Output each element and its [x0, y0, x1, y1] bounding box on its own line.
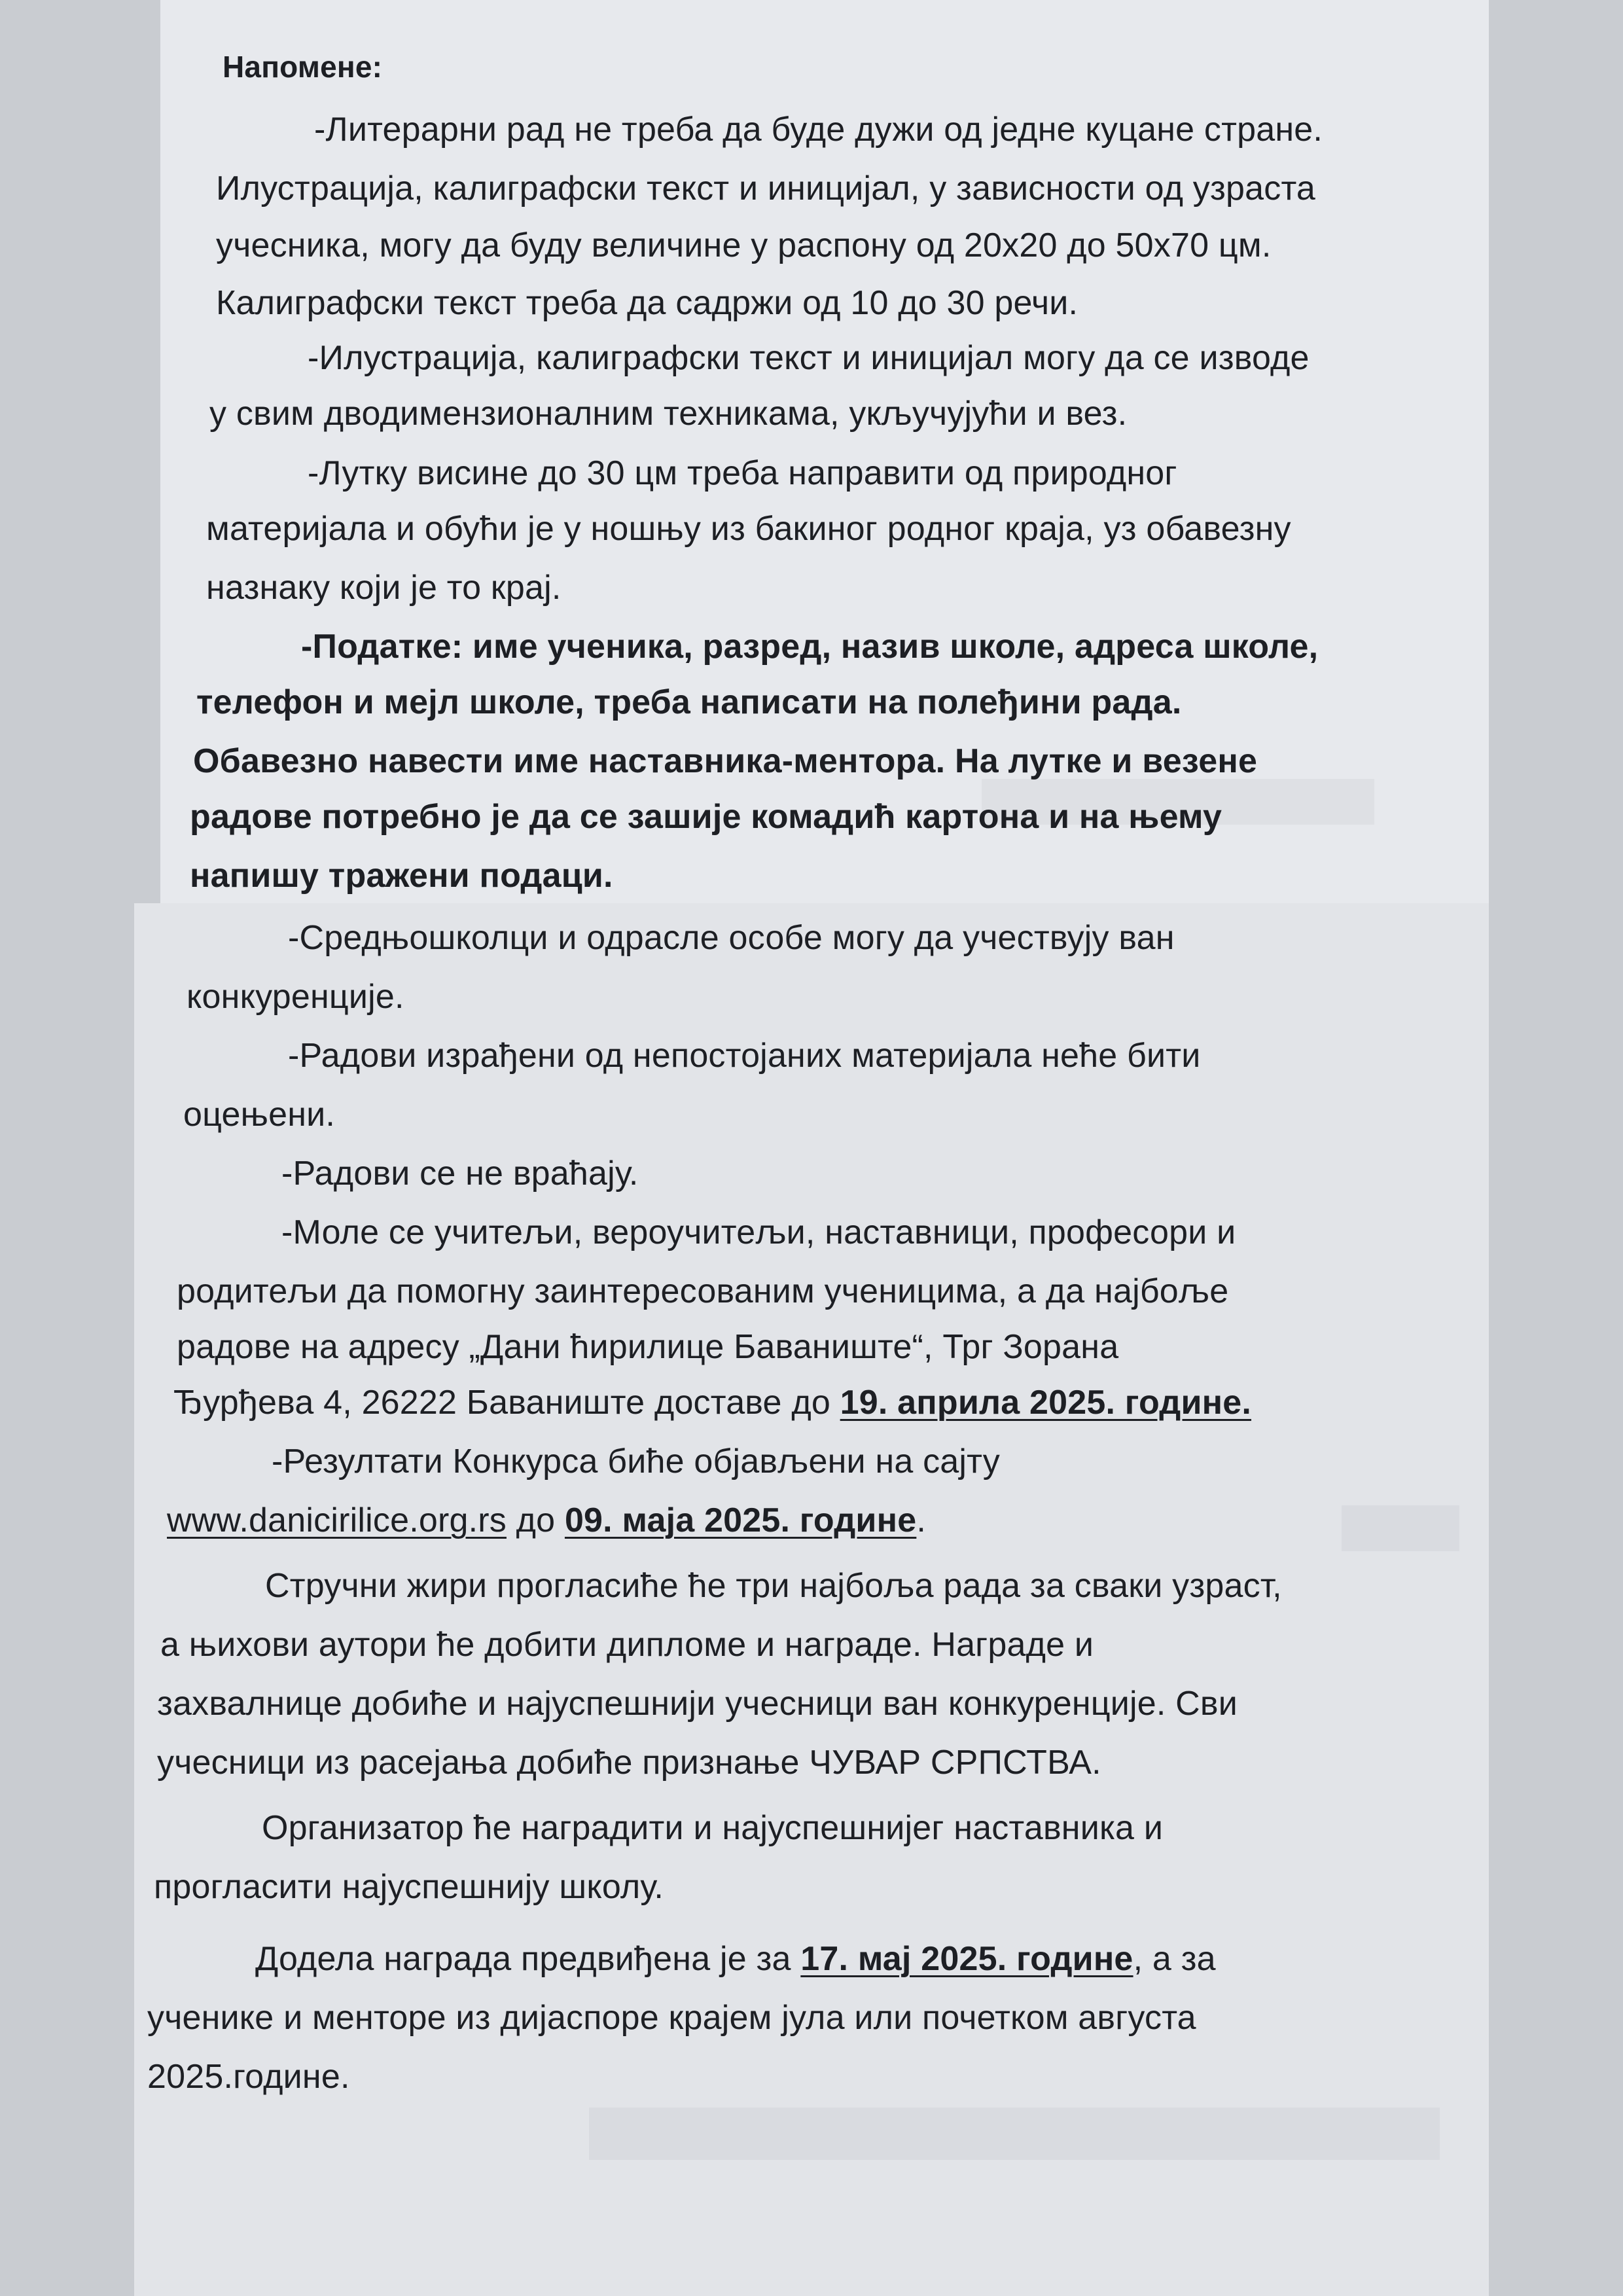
document-line: -Литерарни рад не треба да буде дужи од једне куцане стране.: [314, 111, 1323, 149]
document-line: Организатор ће наградити и најуспешнијег наставника и: [262, 1809, 1164, 1847]
document-line: -Моле се учитељи, вероучитељи, наставници, професори и: [281, 1213, 1236, 1251]
website-link[interactable]: www.danicirilice.org.rs: [167, 1501, 507, 1539]
document-line: радове на адресу „Дани ћирилице Баваниште“, Трг Зорана: [177, 1328, 1119, 1366]
document-line: Калиграфски текст треба да садржи од 10 до 30 речи.: [216, 284, 1079, 322]
results-text: до: [506, 1501, 565, 1539]
award-text-tail: , а за: [1133, 1940, 1216, 1978]
document-line: учесници из расејања добиће признање ЧУВАР СРПСТВА.: [157, 1744, 1101, 1782]
document-line: оцењени.: [183, 1096, 336, 1134]
document-line: ученике и менторе из дијаспоре крајем јула или почетком августа: [147, 1999, 1196, 2037]
results-line: [167, 1501, 926, 1540]
document-line: у свим дводимензионалним техникама, укључујући и вез.: [209, 395, 1128, 433]
document-line: захвалнице добиће и најуспешнији учесници ван конкуренције. Сви: [157, 1685, 1238, 1723]
document-line: -Средњошколци и одрасле особе могу да учествују ван: [288, 919, 1175, 957]
document-line: -Илустрација, калиграфски текст и иницијал могу да се изводе: [308, 339, 1310, 377]
bleed-through-shadow: [589, 2108, 1440, 2160]
document-line: -Резултати Конкурса биће објављени на сајту: [272, 1443, 1000, 1480]
document-line: 2025.године.: [147, 2058, 350, 2096]
document-line: -Радови израђени од непостојаних материјала неће бити: [288, 1037, 1201, 1075]
document-line: -Радови се не враћају.: [281, 1155, 639, 1193]
document-line: Илустрација, калиграфски текст и иницијал, у зависности од узраста: [216, 170, 1316, 207]
notes-heading: Напомене:: [223, 50, 383, 84]
document-line: родитељи да помогну заинтересованим ученицима, а да најбоље: [177, 1272, 1229, 1310]
results-date: 09. маја 2025. године: [564, 1501, 917, 1539]
award-text: Додела награда предвиђена је за: [255, 1940, 801, 1978]
delivery-deadline-date: 19. априла 2025. године.: [840, 1384, 1252, 1422]
document-line: учесника, могу да буду величине у распону од 20x20 до 50x70 цм.: [216, 226, 1272, 264]
document-line-bold: радове потребно је да се зашије комадић картона и на њему: [190, 798, 1222, 836]
bleed-through-shadow: [1342, 1505, 1459, 1551]
delivery-deadline-line: [173, 1383, 1251, 1422]
document-line: материјала и обући је у ношњу из бакиног родног краја, уз обавезну: [206, 510, 1291, 548]
document-line: а њихови аутори ће добити дипломе и награде. Награде и: [160, 1626, 1094, 1664]
results-period: .: [916, 1501, 926, 1539]
document-line-bold: телефон и мејл школе, треба написати на полеђини рада.: [196, 683, 1182, 721]
document-line-bold: Обавезно навести име наставника-ментора. На лутке и везене: [193, 742, 1258, 780]
award-date: 17. мај 2025. године: [800, 1940, 1133, 1978]
document-line: назнаку који је то крај.: [206, 569, 562, 607]
document-line: Стручни жири прогласиће ће три најбоља рада за сваки узраст,: [265, 1567, 1282, 1605]
address-text: Ђурђева 4, 26222 Баваниште доставе до: [173, 1384, 840, 1422]
document-line: -Лутку висине до 30 цм треба направити од природног: [308, 454, 1177, 492]
document-line: конкуренције.: [187, 978, 404, 1016]
document-line-bold: напишу тражени подаци.: [190, 857, 613, 895]
award-date-line: [255, 1939, 1216, 1979]
document-line-bold: -Податке: име ученика, разред, назив школе, адреса школе,: [301, 628, 1319, 666]
document-line: прогласити најуспешнију школу.: [154, 1868, 664, 1906]
